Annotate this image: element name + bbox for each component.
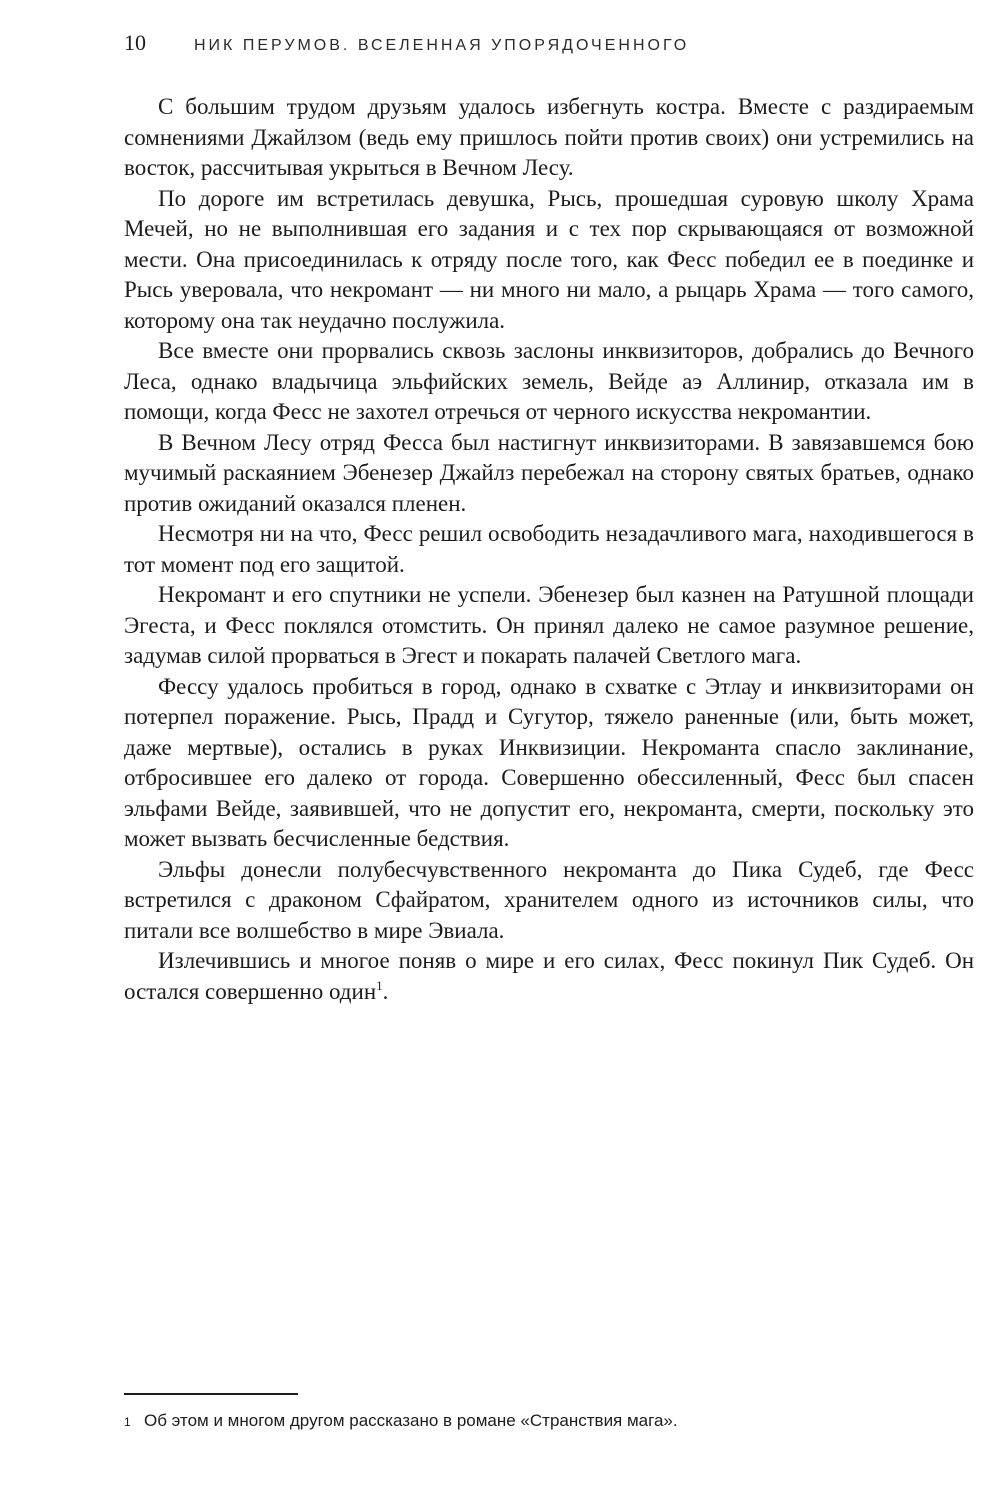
footnote-reference[interactable]: 1: [376, 977, 383, 993]
paragraph: Все вместе они прорвались сквозь заслоны инквизиторов, добрались до Вечного Леса, однако владычица эльфийских земель, Вейде аэ Аллинир, отказала им в помощи, когда Фесс не захотел отречься от черного искусства некромантии.: [124, 338, 974, 424]
body-text: [124, 92, 974, 1007]
paragraph: Эльфы донесли полубесчувственного некроманта до Пика Судеб, где Фесс встретился с драконом Сфайратом, хранителем одного из источников силы, что питали все волшебство в мире Эвиала.: [124, 856, 974, 943]
running-title: НИК ПЕРУМОВ. ВСЕЛЕННАЯ УПОРЯДОЧЕННОГО: [194, 37, 690, 54]
footnote-divider: [124, 1393, 298, 1395]
paragraph-last: [124, 946, 974, 1007]
paragraph: Некромант и его спутники не успели. Эбенезер был казнен на Ратушной площади Эгеста, и Фесс поклялся отомстить. Он принял далеко не самое разумное решение, задумав силой прорваться в Эгест и покарать палачей Светлого мага.: [124, 582, 974, 668]
paragraph: Несмотря ни на что, Фесс решил освободить незадачливого мага, находившегося в тот момент под его защитой.: [124, 521, 974, 577]
footnote-text: Об этом и многом другом рассказано в романе «Странствия мага».: [144, 1411, 678, 1430]
running-head: [124, 30, 884, 60]
paragraph-last-text: Излечившись и многое поняв о мире и его силах, Фесс покинул Пик Судеб. Он остался совершенно один: [124, 948, 974, 1004]
paragraph: По дороге им встретилась девушка, Рысь, прошедшая суровую школу Храма Мечей, но не выполнившая его задания и с тех пор скрывающаяся от возможной мести. Она присоединилась к отряду после того, как Фесс победил ее в поединке и Рысь уверовала, что некромант — ни много ни мало, а рыцарь Храма — того самого, которому она так неудачно послужила.: [124, 185, 974, 333]
paragraph-last-end: .: [382, 978, 389, 1004]
footnote-marker: 1: [124, 1415, 131, 1429]
paragraph: С большим трудом друзьям удалось избегнуть костра. Вместе с раздираемым сомнениями Джайлзом (ведь ему пришлось пойти против своих) они устремились на восток, рассчитывая укрыться в Вечном Лесу.: [124, 94, 974, 180]
footnote: [124, 1410, 974, 1433]
paragraph: В Вечном Лесу отряд Фесса был настигнут инквизиторами. В завязавшемся бою мучимый раскаянием Эбенезер Джайлз перебежал на сторону святых братьев, однако против ожиданий оказался пленен.: [124, 429, 974, 516]
page-number: 10: [124, 30, 146, 55]
paragraph: Фессу удалось пробиться в город, однако в схватке с Этлау и инквизиторами он потерпел поражение. Рысь, Прадд и Сугутор, тяжело раненные (или, быть может, даже мертвые), остались в руках Инквизиции. Некроманта спасло заклинание, отбросившее его далеко от города. Совершенно обессиленный, Фесс был спасен эльфами Вейде, заявившей, что не допустит его, некроманта, смерти, поскольку это может вызвать бесчисленные бедствия.: [124, 673, 974, 851]
